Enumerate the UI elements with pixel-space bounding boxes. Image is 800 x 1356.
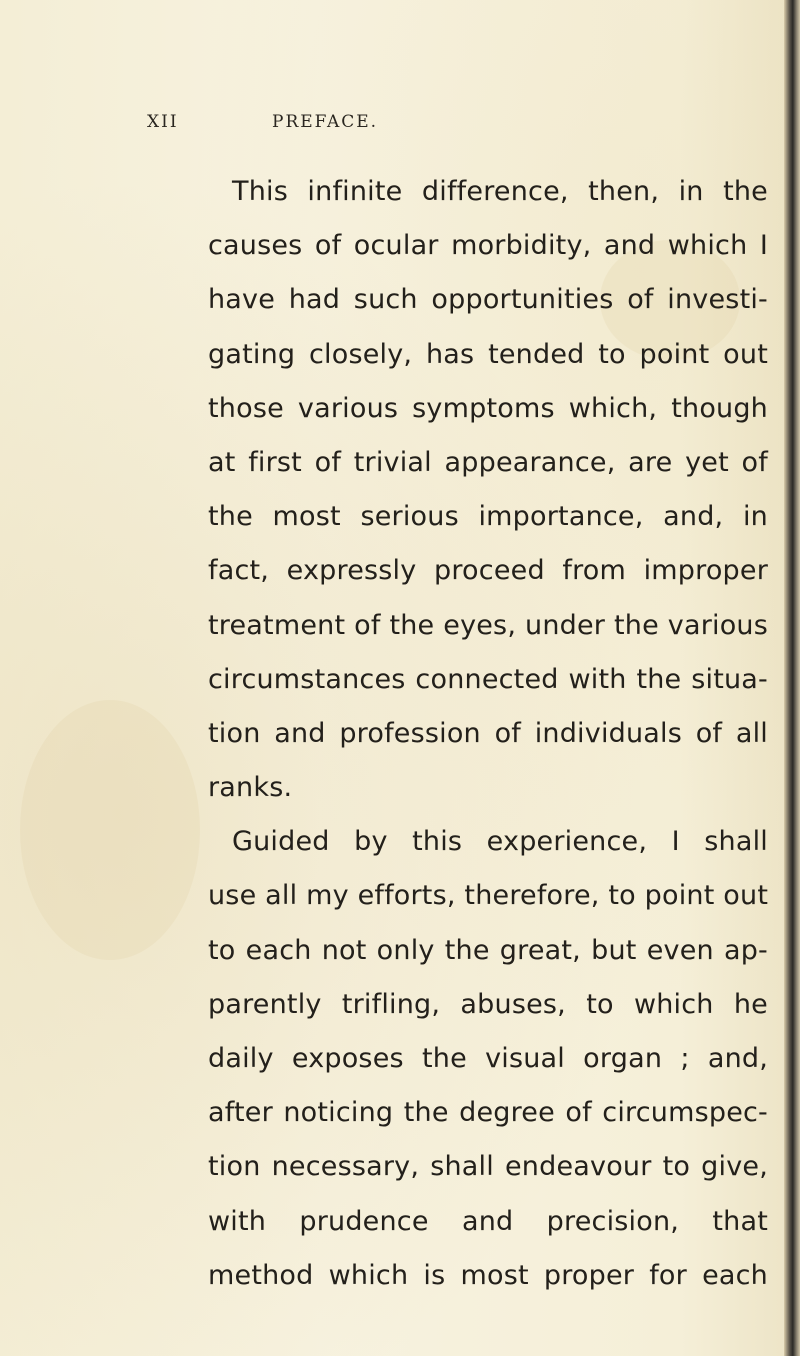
text-line: after noticing the degree of circumspec- — [208, 1097, 768, 1129]
text-line: have had such opportunities of investi- — [208, 284, 768, 316]
page-edge-shadow — [784, 0, 800, 1356]
text-line: method which is most proper for each — [208, 1259, 768, 1291]
text-line: ranks. — [208, 772, 293, 804]
running-head: PREFACE. — [272, 112, 379, 132]
text-line: circumstances connected with the situa- — [208, 663, 768, 695]
text-line: daily exposes the visual organ ; and, — [208, 1043, 768, 1074]
text-line: tion and profession of individuals of all — [208, 717, 768, 749]
text-line: Guided by this experience, I shall — [232, 826, 768, 858]
text-line: with prudence and precision, that — [208, 1205, 768, 1237]
text-line: parently trifling, abuses, to which he — [208, 988, 768, 1020]
body-text — [208, 165, 768, 1303]
text-line: gating closely, has tended to point out — [208, 338, 768, 370]
text-line: use all my efforts, therefore, to point out — [208, 880, 769, 912]
text-line: at first of trivial appearance, are yet of — [208, 446, 768, 478]
text-line: fact, expressly proceed from improper — [208, 555, 768, 587]
paper-stain — [20, 700, 200, 960]
text-line: treatment of the eyes, under the various — [208, 609, 768, 641]
text-line: tion necessary, shall endeavour to give, — [208, 1151, 768, 1183]
text-line: those various symptoms which, though — [208, 392, 768, 424]
text-line: causes of ocular morbidity, and which I — [208, 230, 768, 262]
text-line: to each not only the great, but even ap- — [208, 934, 768, 966]
text-line: the most serious importance, and, in — [208, 501, 768, 533]
page-number: XII — [147, 112, 179, 132]
page-header — [147, 112, 627, 138]
text-line: This infinite difference, then, in the — [232, 176, 768, 207]
